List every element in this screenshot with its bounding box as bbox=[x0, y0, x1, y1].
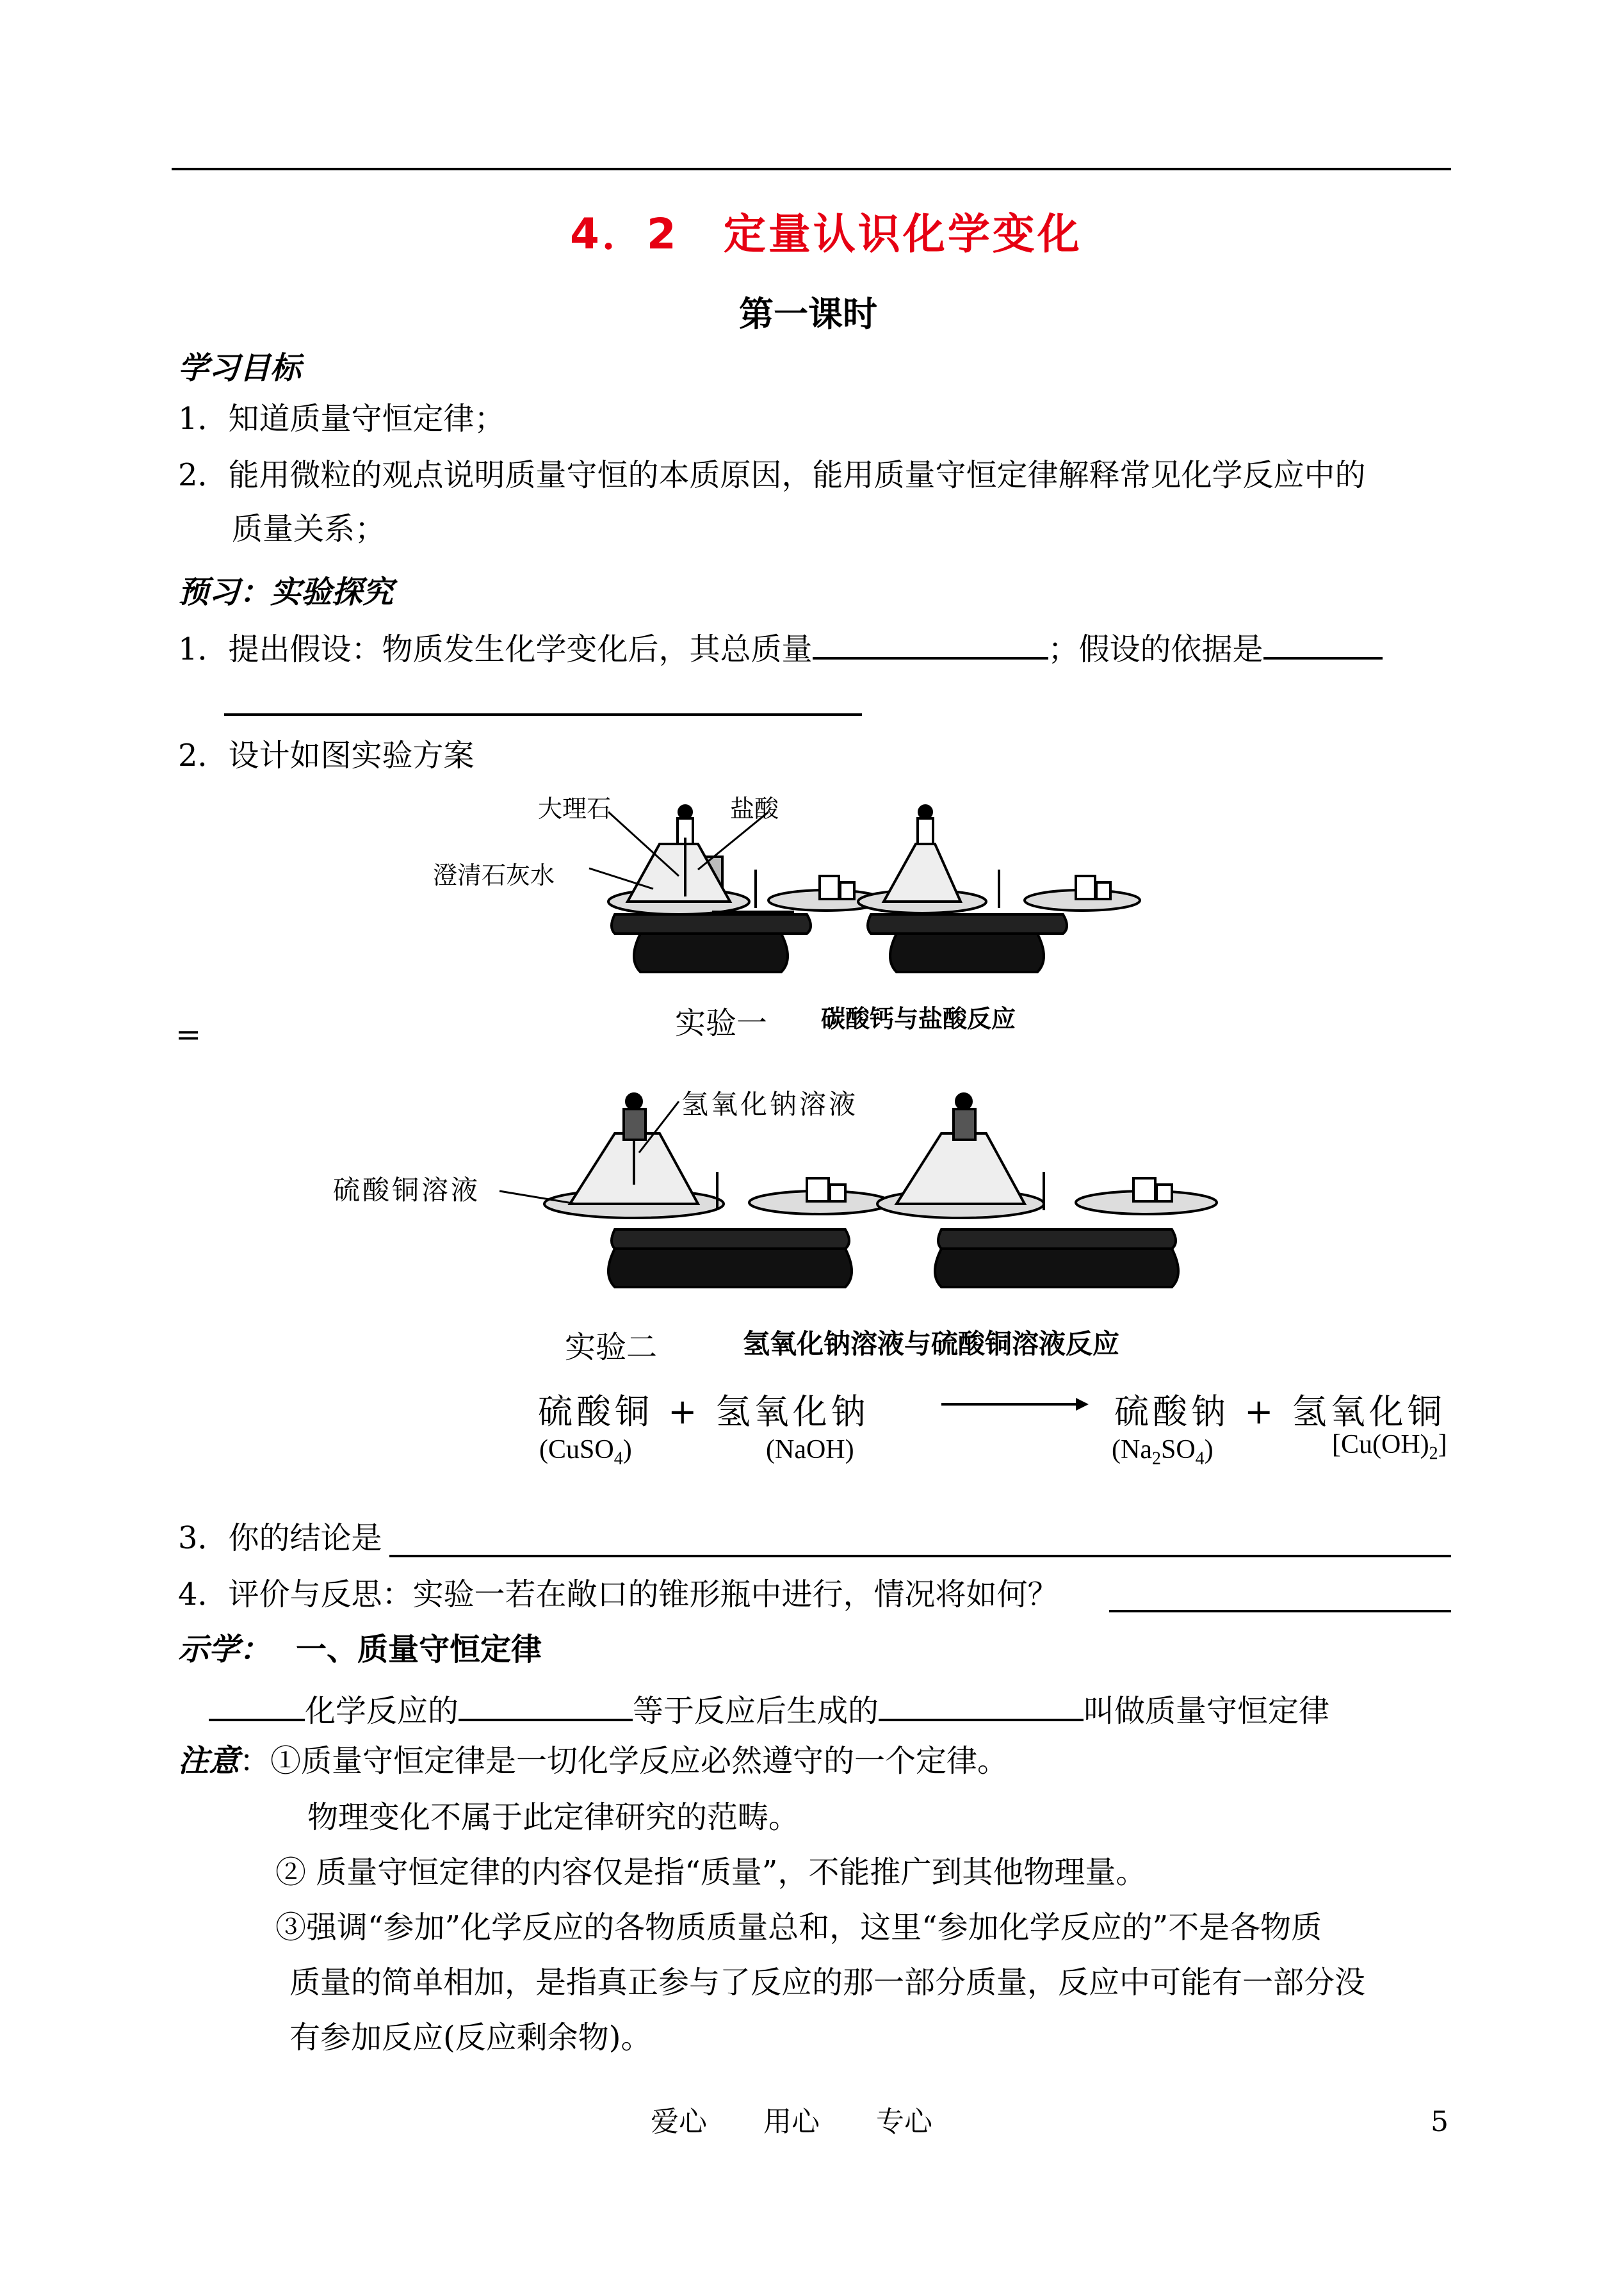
formula-na2so4-mid: SO bbox=[1160, 1435, 1196, 1464]
formula-na2so4-main: (Na bbox=[1112, 1435, 1152, 1464]
note-3-line-3: 有参加反应(反应剩余物)。 bbox=[289, 2020, 652, 2056]
label-cuso4-solution: 硫酸铜溶液 bbox=[333, 1174, 481, 1206]
question-4: 4．评价与反思：实验一若在敞口的锥形瓶中进行，情况将如何？ bbox=[178, 1577, 1059, 1612]
experiment-1-caption: 碳酸钙与盐酸反应 bbox=[821, 1005, 1016, 1033]
formula-cuoh2-sub: 2 bbox=[1429, 1443, 1438, 1464]
law-part-1: 化学反应的 bbox=[305, 1693, 459, 1729]
question-1-prefix: 1．提出假设：物质发生化学变化后，其总质量 bbox=[178, 631, 813, 667]
notes-colon: ： bbox=[240, 1743, 271, 1779]
page-number: 5 bbox=[1431, 2105, 1449, 2138]
formula-cuoh2-main: [Cu(OH) bbox=[1332, 1430, 1429, 1459]
answer-blank-law-2[interactable] bbox=[459, 1685, 633, 1721]
formula-cuoh2 bbox=[1332, 1429, 1447, 1464]
formula-na2so4-end: ) bbox=[1204, 1435, 1214, 1464]
balance-right-2 bbox=[877, 1094, 1217, 1287]
answer-blank-basis[interactable] bbox=[1263, 624, 1383, 660]
label-marble: 大理石 bbox=[538, 795, 612, 823]
formula-cuso4-end: ) bbox=[622, 1435, 632, 1464]
goals-heading: 学习目标 bbox=[178, 350, 302, 386]
answer-blank-total-mass[interactable] bbox=[813, 624, 1048, 660]
equation-products: 硫酸钠 + 氢氧化铜 bbox=[1114, 1391, 1446, 1432]
label-limewater: 澄清石灰水 bbox=[433, 861, 555, 889]
preview-heading: 预习：实验探究 bbox=[178, 574, 394, 610]
formula-cuoh2-end: ] bbox=[1438, 1430, 1447, 1459]
question-1-mid: ；假设的依据是 bbox=[1048, 631, 1263, 667]
law-statement bbox=[209, 1685, 1329, 1730]
formula-cuso4-main: (CuSO bbox=[539, 1435, 614, 1464]
label-hydrochloric-acid: 盐酸 bbox=[730, 795, 779, 823]
notes-heading: 注意 bbox=[178, 1743, 240, 1779]
answer-blank-basis-continued[interactable] bbox=[224, 713, 862, 716]
balance-left-2 bbox=[544, 1094, 890, 1287]
note-3-line-2: 质量的简单相加，是指真正参与了反应的那一部分质量，反应中可能有一部分没 bbox=[289, 1965, 1366, 2000]
answer-blank-conclusion[interactable] bbox=[389, 1555, 1451, 1557]
footer-motto: 爱心 用心 专心 bbox=[651, 2105, 932, 2138]
experiment-2-name: 实验二 bbox=[565, 1329, 658, 1365]
question-3: 3．你的结论是 bbox=[178, 1520, 382, 1556]
balance-right bbox=[858, 806, 1140, 972]
law-part-2: 等于反应后生成的 bbox=[633, 1693, 879, 1729]
note-1-line-2: 物理变化不属于此定律研究的范畴。 bbox=[307, 1799, 800, 1835]
formula-cuso4 bbox=[539, 1434, 632, 1469]
teaching-heading: 示学： bbox=[178, 1632, 271, 1667]
notes-heading-row bbox=[178, 1742, 1008, 1780]
note-3-line-1: ③强调“参加”化学反应的各物质质量总和，这里“参加化学反应的”不是各物质 bbox=[275, 1910, 1322, 1945]
label-naoh-solution: 氢氧化钠溶液 bbox=[681, 1089, 859, 1120]
stray-mark: = bbox=[175, 1017, 202, 1053]
goal-item-2-line-1: 2．能用微粒的观点说明质量守恒的本质原因，能用质量守恒定律解释常见化学反应中的 bbox=[178, 457, 1366, 493]
answer-blank-law-3[interactable] bbox=[879, 1685, 1084, 1721]
teaching-heading-row bbox=[178, 1630, 542, 1669]
page-subtitle: 第一课时 bbox=[739, 294, 877, 334]
law-part-3: 叫做质量守恒定律 bbox=[1084, 1693, 1330, 1729]
formula-naoh: (NaOH) bbox=[766, 1435, 854, 1464]
section-law-heading: 一、质量守恒定律 bbox=[296, 1632, 542, 1667]
question-2: 2．设计如图实验方案 bbox=[178, 738, 475, 774]
goal-item-1: 1．知道质量守恒定律； bbox=[178, 401, 505, 437]
answer-blank-reflection[interactable] bbox=[1109, 1610, 1451, 1612]
formula-na2so4-sub2: 4 bbox=[1195, 1448, 1205, 1469]
question-1 bbox=[178, 624, 1383, 669]
answer-blank-law-1[interactable] bbox=[209, 1685, 305, 1721]
header-rule bbox=[172, 168, 1451, 170]
experiment-2-caption: 氢氧化钠溶液与硫酸铜溶液反应 bbox=[743, 1328, 1120, 1359]
formula-na2so4 bbox=[1112, 1434, 1214, 1469]
equation-reactants: 硫酸铜 + 氢氧化钠 bbox=[538, 1391, 870, 1432]
experiment-1-name: 实验一 bbox=[675, 1005, 768, 1041]
formula-na2so4-sub1: 2 bbox=[1151, 1448, 1161, 1469]
note-2: ② 质量守恒定律的内容仅是指“质量”，不能推广到其他物理量。 bbox=[275, 1854, 1147, 1890]
page-title: 4．2 定量认识化学变化 bbox=[570, 209, 1082, 259]
note-1-line-1: ①质量守恒定律是一切化学反应必然遵守的一个定律。 bbox=[270, 1743, 1009, 1779]
goal-item-2-line-2: 质量关系； bbox=[232, 511, 386, 547]
formula-cuso4-sub: 4 bbox=[613, 1448, 623, 1469]
reaction-arrow bbox=[941, 1395, 1089, 1414]
